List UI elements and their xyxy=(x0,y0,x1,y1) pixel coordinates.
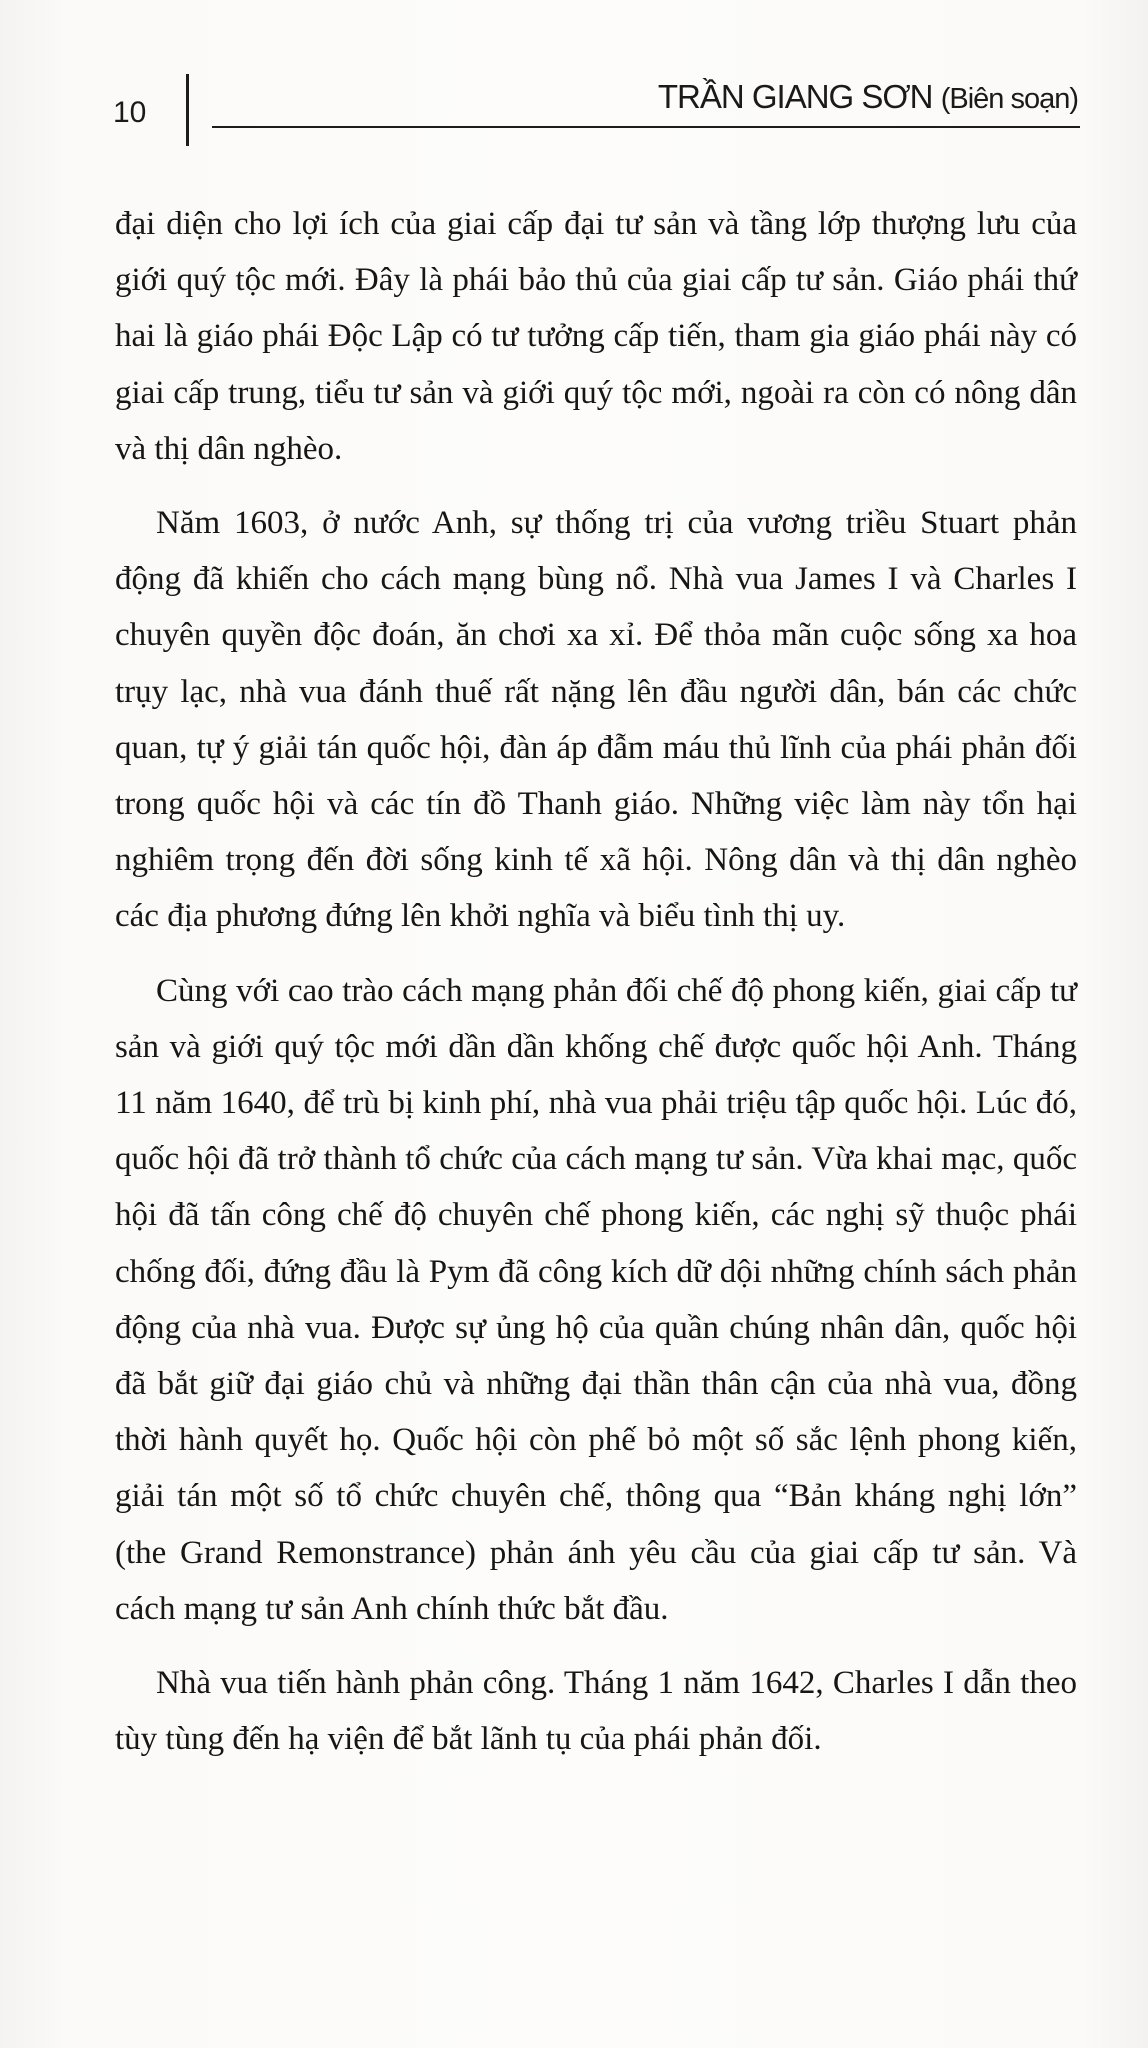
paragraph-continued: đại diện cho lợi ích của giai cấp đại tư sản và tầng lớp thượng lưu của giới quý tộc mới. Đây là phái bảo thủ của giai cấp tư sản. Giáo phái thứ hai là giáo phái Độc Lập có tư tưởng cấp tiến, tham gia giáo phái này có giai cấp trung, tiểu tư sản và giới quý tộc mới, ngoài ra còn có nông dân và thị dân nghèo. xyxy=(115,206,1077,467)
paragraph: Nhà vua tiến hành phản công. Tháng 1 năm 1642, Charles I dẫn theo tùy tùng đến hạ viện để bắt lãnh tụ của phái phản đối. xyxy=(115,1665,1077,1758)
body-text xyxy=(115,196,1077,1767)
header-divider-vertical xyxy=(186,74,189,146)
header-author: TRẦN GIANG SƠN xyxy=(657,78,933,115)
header-title xyxy=(658,78,1078,116)
header-rule xyxy=(212,126,1080,128)
paragraph: Năm 1603, ở nước Anh, sự thống trị của vương triều Stuart phản động đã khiến cho cách mạng bùng nổ. Nhà vua James I và Charles I chuyên quyền độc đoán, ăn chơi xa xỉ. Để thỏa mãn cuộc sống xa hoa trụy lạc, nhà vua đánh thuế rất nặng lên đầu người dân, bán các chức quan, tự ý giải tán quốc hội, đàn áp đẫm máu thủ lĩnh của phái phản đối trong quốc hội và các tín đồ Thanh giáo. Những việc làm này tổn hại nghiêm trọng đến đời sống kinh tế xã hội. Nông dân và thị dân nghèo các địa phương đứng lên khởi nghĩa và biểu tình thị uy. xyxy=(115,505,1077,935)
header-role: (Biên soạn) xyxy=(940,83,1078,115)
paragraph: Cùng với cao trào cách mạng phản đối chế độ phong kiến, giai cấp tư sản và giới quý tộc mới dần dần khống chế được quốc hội Anh. Tháng 11 năm 1640, để trù bị kinh phí, nhà vua phải triệu tập quốc hội. Lúc đó, quốc hội đã trở thành tổ chức của cách mạng tư sản. Vừa khai mạc, quốc hội đã tấn công chế độ chuyên chế phong kiến, các nghị sỹ thuộc phái chống đối, đứng đầu là Pym đã công kích dữ dội những chính sách phản động của nhà vua. Được sự ủng hộ của quần chúng nhân dân, quốc hội đã bắt giữ đại giáo chủ và những đại thần thân cận của nhà vua, đồng thời hành quyết họ. Quốc hội còn phế bỏ một số sắc lệnh phong kiến, giải tán một số tổ chức chuyên chế, thông qua “Bản kháng nghị lớn” (the Grand Remonstrance) phản ánh yêu cầu của giai cấp tư sản. Và cách mạng tư sản Anh chính thức bắt đầu. xyxy=(115,972,1077,1627)
page-number: 10 xyxy=(113,96,147,129)
running-header xyxy=(0,0,1148,150)
